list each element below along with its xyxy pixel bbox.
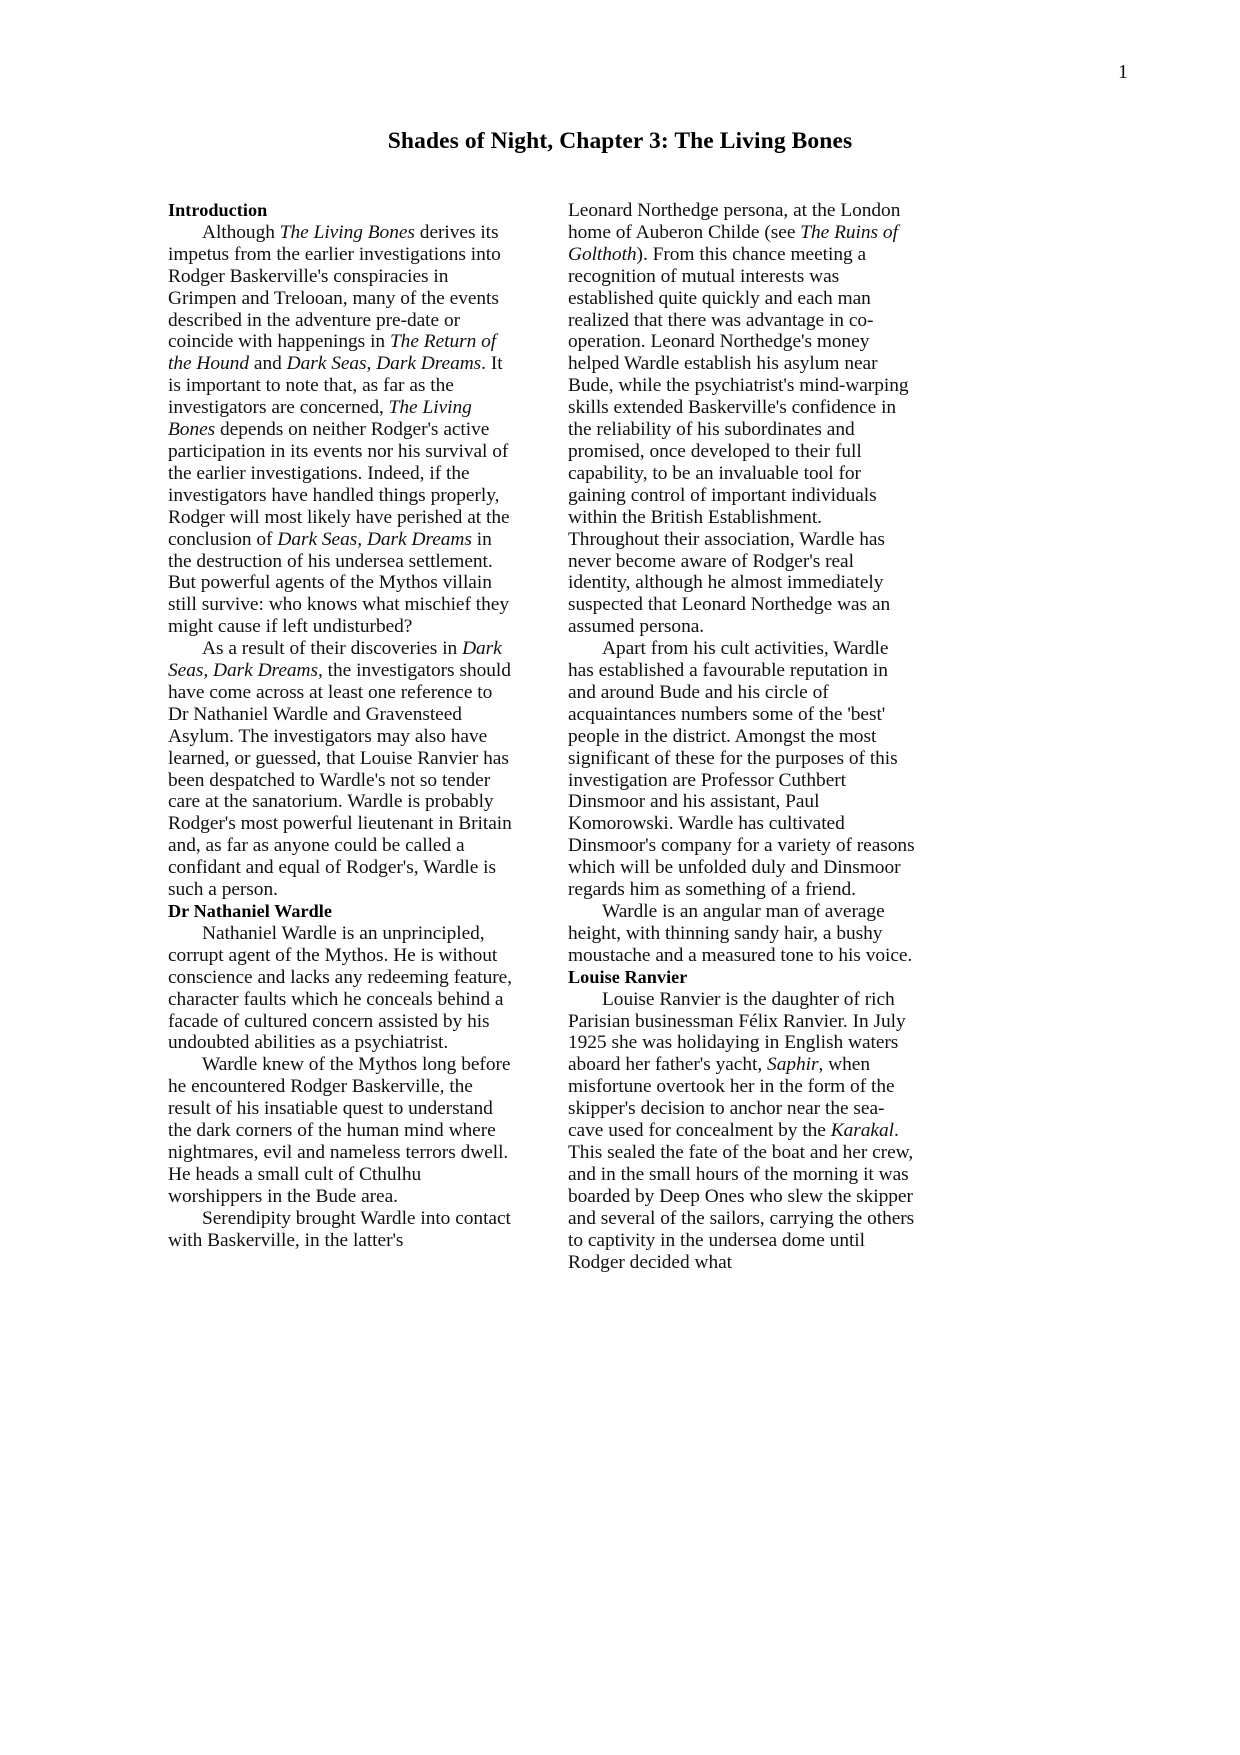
italic-title: The Living Bones [168, 397, 472, 441]
paragraph-intro-2: As a result of their discoveries in Dark Seas, Dark Dreams, the investigators should have come across at least one reference to Dr Nathaniel Wardle and Gravensteed Asylum. The investigators may also have learned, or guessed, that Louise Ranvier has been despatched to Wardle's not so tender care at the sanatorium. Wardle is probably Rodger's most powerful lieutenant in Britain and, as far as anyone could be called a confidant and equal of Rodger's, Wardle is such a person. [168, 638, 512, 901]
italic-title: Karakal [830, 1120, 894, 1142]
paragraph-continuation-1: Leonard Northedge persona, at the London home of Auberon Childe (see The Ruins of Golthoth). From this chance meeting a recognition of mutual interests was established quite quickly and each man realized that there was advantage in co-operation. Leonard Northedge's money helped Wardle establish his asylum near Bude, while the psychiatrist's mind-warping skills extended Baskerville's confidence in the reliability of his subordinates and promised, once developed to their full capability, to be an invaluable tool for gaining control of important individuals within the British Establishment. Throughout their association, Wardle has never become aware of Rodger's real identity, although he almost immediately suspected that Leonard Northedge was an assumed persona. [568, 200, 909, 638]
paragraph-wardle-3: Serendipity brought Wardle into contact with Baskerville, in the latter's [168, 1207, 511, 1251]
paragraph-continuation-3: Wardle is an angular man of average height, with thinning sandy hair, a bushy moustache and a measured tone to his voice. [568, 901, 913, 966]
paragraph-wardle-1: Nathaniel Wardle is an unprincipled, corrupt agent of the Mythos. He is without conscience and lacks any redeeming feature, character faults which he conceals behind a facade of cultured concern assisted by his undoubted abilities as a psychiatrist. [168, 922, 512, 1054]
italic-title: The Return of the Hound [168, 331, 497, 375]
paragraph-continuation-2: Apart from his cult activities, Wardle has established a favourable reputation in and around Bude and his circle of acquaintances numbers some of the 'best' people in the district. Amongst the most significant of these for the purposes of this investigation are Professor Cuthbert Dinsmoor and his assistant, Paul Komorowski. Wardle has cultivated Dinsmoor's company for a variety of reasons which will be unfolded duly and Dinsmoor regards him as something of a friend. [568, 638, 915, 901]
right-column [568, 200, 916, 1273]
paragraph-intro-1: Although The Living Bones derives its impetus from the earlier investigations into Rodger Baskerville's conspiracies in Grimpen and Trelooan, many of the events described in the adventure pre-date or coincide with happenings in The Return of the Hound and Dark Seas, Dark Dreams. It is important to note that, as far as the investigators are concerned, The Living Bones depends on neither Rodger's active participation in its events nor his survival of the earlier investigations. Indeed, if the investigators have handled things properly, Rodger will most likely have perished at the conclusion of Dark Seas, Dark Dreams in the destruction of his undersea settlement. But powerful agents of the Mythos villain still survive: who knows what mischief they might cause if left undisturbed? [168, 221, 510, 638]
page-title: Shades of Night, Chapter 3: The Living Bones [387, 128, 853, 154]
left-column [168, 200, 516, 1252]
italic-title: Dark Seas, Dark Dreams [168, 638, 502, 682]
italic-title: The Ruins of Golthoth [568, 221, 898, 265]
section-heading-louise-ranvier: Louise Ranvier [568, 966, 688, 987]
italic-title: The Living Bones [279, 221, 415, 243]
italic-title: Saphir [767, 1054, 819, 1076]
italic-title: Dark Seas, Dark Dreams [286, 353, 482, 375]
paragraph-ranvier-1: Louise Ranvier is the daughter of rich Parisian businessman Félix Ranvier. In July 1925 she was holidaying in English waters aboard her father's yacht, Saphir, when misfortune overtook her in the form of the skipper's decision to anchor near the sea-cave used for concealment by the Karakal. This sealed the fate of the boat and her crew, and in the small hours of the morning it was boarded by Deep Ones who slew the skipper and several of the sailors, carrying the others to captivity in the undersea dome until Rodger decided what [568, 988, 915, 1273]
two-column-body [168, 200, 1080, 1273]
page-number: 1 [1118, 61, 1128, 83]
italic-title: Dark Seas, Dark Dreams [277, 528, 472, 550]
paragraph-wardle-2: Wardle knew of the Mythos long before he encountered Rodger Baskerville, the result of his insatiable quest to understand the dark corners of the human mind where nightmares, evil and nameless terrors dwell. He heads a small cult of Cthulhu worshippers in the Bude area. [168, 1054, 511, 1207]
section-heading-dr-nathaniel-wardle: Dr Nathaniel Wardle [168, 901, 332, 921]
section-heading-introduction: Introduction [168, 200, 268, 220]
